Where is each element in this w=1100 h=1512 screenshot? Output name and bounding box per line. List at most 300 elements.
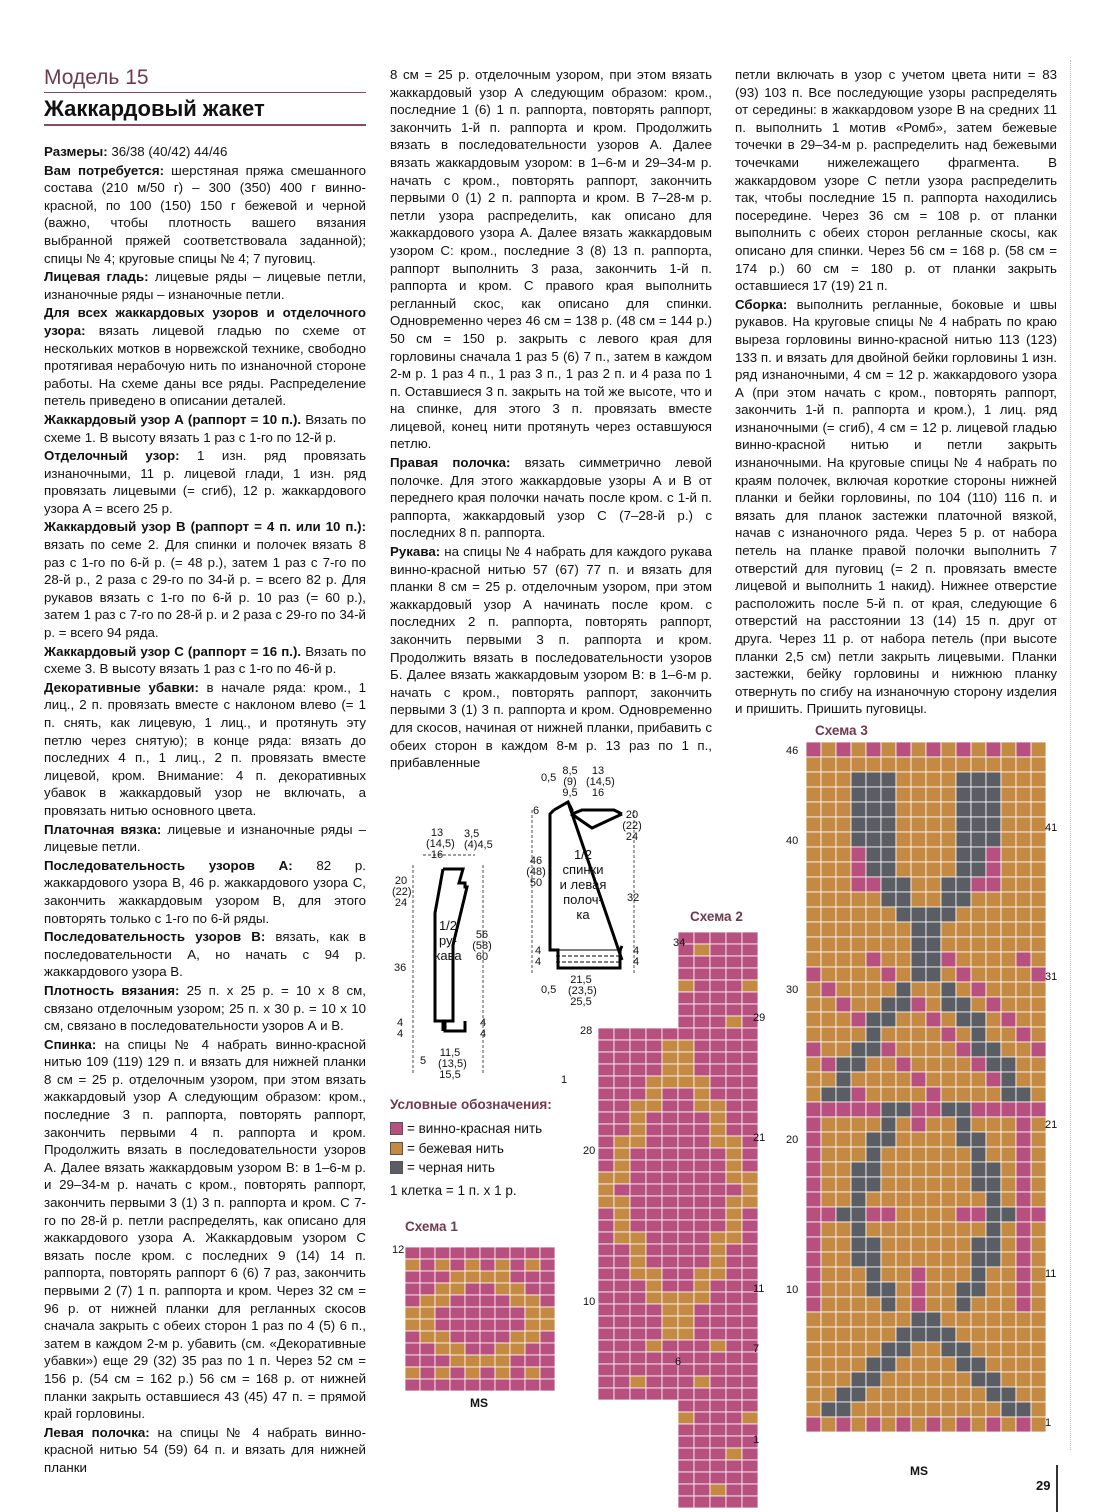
chart-cell	[480, 1295, 495, 1307]
chart-cell	[1016, 1102, 1031, 1117]
chart-cell	[941, 982, 956, 997]
chart-cell	[806, 1387, 821, 1402]
chart-cell	[1016, 817, 1031, 832]
chart-cell	[710, 1340, 726, 1352]
chart-cell	[806, 1342, 821, 1357]
column1-paragraph	[44, 679, 366, 820]
schema2-title: Схема 2	[690, 909, 743, 924]
chart-cell	[941, 952, 956, 967]
chart-cell	[630, 1160, 646, 1172]
chart-cell	[1031, 1042, 1046, 1057]
chart-cell	[1031, 952, 1046, 967]
chart-cell	[726, 1316, 742, 1328]
chart-cell	[986, 1267, 1001, 1282]
chart-cell	[405, 1343, 420, 1355]
chart-cell	[986, 1087, 1001, 1102]
chart-cell	[851, 1357, 866, 1372]
chart-cell	[986, 922, 1001, 937]
chart-cell	[851, 1297, 866, 1312]
chart-cell	[926, 922, 941, 937]
schema3-row-20: 20	[786, 1134, 799, 1146]
chart-cell	[986, 952, 1001, 967]
chart-cell	[806, 1027, 821, 1042]
chart-cell	[956, 967, 971, 982]
header-rule-top	[44, 92, 366, 93]
chart-cell	[866, 952, 881, 967]
chart-cell	[678, 1400, 694, 1412]
chart-cell	[726, 992, 742, 1004]
chart-cell	[941, 1162, 956, 1177]
chart-cell	[941, 1027, 956, 1042]
chart-cell	[495, 1355, 510, 1367]
chart-cell	[710, 1196, 726, 1208]
chart-cell	[896, 1282, 911, 1297]
chart-cell	[405, 1307, 420, 1319]
chart-cell	[405, 1283, 420, 1295]
chart-cell	[896, 1267, 911, 1282]
chart-cell	[710, 1256, 726, 1268]
chart-cell	[630, 1124, 646, 1136]
chart-cell	[986, 967, 1001, 982]
chart-cell	[678, 1040, 694, 1052]
swatch-black	[390, 1161, 403, 1174]
sleeve-cuff-right: 4 4	[479, 1017, 487, 1040]
chart-cell	[525, 1343, 540, 1355]
chart-cell	[1031, 1072, 1046, 1087]
chart-cell	[926, 1372, 941, 1387]
chart-cell	[742, 1268, 758, 1280]
page-edge-line	[1056, 1465, 1058, 1512]
chart-cell	[646, 1196, 662, 1208]
chart-cell	[821, 922, 836, 937]
chart-cell	[614, 1040, 630, 1052]
swatch-beige	[390, 1142, 403, 1155]
chart-cell	[866, 1222, 881, 1237]
chart-cell	[956, 982, 971, 997]
chart-cell	[971, 1087, 986, 1102]
chart-cell	[821, 1222, 836, 1237]
chart-cell	[598, 1316, 614, 1328]
chart-cell	[1001, 1417, 1016, 1432]
chart-cell	[726, 1016, 742, 1028]
chart-cell	[726, 1340, 742, 1352]
chart-cell	[662, 1232, 678, 1244]
back-top-right: 13 (14,5) 16	[586, 765, 615, 799]
chart-cell	[896, 1237, 911, 1252]
chart-cell	[806, 1117, 821, 1132]
chart-cell	[836, 1102, 851, 1117]
chart-cell	[911, 1222, 926, 1237]
chart-cell	[806, 967, 821, 982]
chart-cell	[971, 937, 986, 952]
chart-cell	[911, 757, 926, 772]
chart-cell	[1016, 1327, 1031, 1342]
chart-cell	[896, 1342, 911, 1357]
chart-cell	[851, 1402, 866, 1417]
chart-cell	[851, 757, 866, 772]
chart-cell	[986, 1207, 1001, 1222]
chart-cell	[971, 1417, 986, 1432]
chart-cell	[540, 1379, 555, 1391]
chart-cell	[726, 1412, 742, 1424]
chart-cell	[926, 1102, 941, 1117]
chart-cell	[941, 877, 956, 892]
chart-cell	[678, 1208, 694, 1220]
chart-cell	[971, 922, 986, 937]
chart-cell	[926, 1132, 941, 1147]
chart-cell	[941, 1117, 956, 1132]
chart-cell	[926, 1207, 941, 1222]
schema3-row-11: 11	[1045, 1268, 1057, 1280]
chart-cell	[1016, 847, 1031, 862]
chart-cell	[881, 1147, 896, 1162]
chart-cell	[851, 802, 866, 817]
chart-cell	[821, 1342, 836, 1357]
chart-cell	[710, 1268, 726, 1280]
chart-cell	[710, 1160, 726, 1172]
chart-cell	[662, 1076, 678, 1088]
chart-cell	[678, 1064, 694, 1076]
chart-cell	[896, 1402, 911, 1417]
chart-cell	[941, 862, 956, 877]
chart-cell	[495, 1295, 510, 1307]
chart-cell	[836, 1402, 851, 1417]
chart-cell	[911, 832, 926, 847]
chart-cell	[1016, 772, 1031, 787]
chart-cell	[851, 1087, 866, 1102]
chart-cell	[726, 1388, 742, 1400]
chart-cell	[1031, 1192, 1046, 1207]
chart-cell	[926, 1027, 941, 1042]
chart-cell	[630, 1232, 646, 1244]
chart-cell	[806, 892, 821, 907]
chart-cell	[926, 742, 941, 757]
chart-cell	[911, 1042, 926, 1057]
chart-cell	[525, 1271, 540, 1283]
chart-cell	[851, 1372, 866, 1387]
chart-cell	[435, 1319, 450, 1331]
chart-cell	[986, 1057, 1001, 1072]
chart-cell	[435, 1367, 450, 1379]
chart-cell	[806, 1012, 821, 1027]
chart-cell	[465, 1283, 480, 1295]
chart-cell	[821, 757, 836, 772]
chart-cell	[710, 932, 726, 944]
chart-cell	[986, 1237, 1001, 1252]
column1-paragraph	[44, 304, 366, 410]
chart-cell	[678, 1256, 694, 1268]
chart-cell	[971, 787, 986, 802]
chart-cell	[1016, 952, 1031, 967]
chart-cell	[1016, 1117, 1031, 1132]
chart-cell	[420, 1343, 435, 1355]
chart-cell	[836, 1177, 851, 1192]
column1-paragraph-text: вязать лицевой гладью по схеме от нескольких мотков в норвежской технике, свободно протягивая нерабочую нить по изнаночной стороне работы. На схеме даны все ряды. Распределение петель приведено в описании деталей.	[44, 322, 366, 409]
chart-cell	[742, 1400, 758, 1412]
chart-cell	[510, 1259, 525, 1271]
chart-cell	[941, 832, 956, 847]
chart-cell	[614, 1388, 630, 1400]
chart-cell	[851, 907, 866, 922]
chart-cell	[1016, 1027, 1031, 1042]
chart-cell	[694, 1400, 710, 1412]
chart-cell	[881, 1357, 896, 1372]
schema2-row-29: 29	[753, 1012, 766, 1024]
sleeve-cuff-left: 4 4	[396, 1017, 404, 1040]
chart-cell	[881, 967, 896, 982]
chart-cell	[941, 1087, 956, 1102]
chart-cell	[941, 742, 956, 757]
chart-cell	[1016, 1162, 1031, 1177]
chart-cell	[941, 1207, 956, 1222]
chart-cell	[911, 907, 926, 922]
chart-cell	[662, 1256, 678, 1268]
chart-cell	[866, 1147, 881, 1162]
chart-cell	[941, 1072, 956, 1087]
chart-cell	[926, 1147, 941, 1162]
chart-cell	[986, 1312, 1001, 1327]
chart-cell	[598, 1232, 614, 1244]
column1-paragraph-text: на спицы № 4 набрать винно-красной нитью 54 (59) 64 п. и вязать для нижней планки	[44, 1424, 366, 1475]
chart-cell	[694, 1112, 710, 1124]
column2-paragraph-heading: Правая полочка:	[390, 455, 511, 471]
schema2-chart	[598, 932, 758, 1512]
schema3-title: Схема 3	[815, 723, 868, 738]
chart-cell	[851, 1072, 866, 1087]
chart-cell	[614, 1364, 630, 1376]
chart-cell	[986, 757, 1001, 772]
chart-cell	[726, 1196, 742, 1208]
chart-cell	[710, 1400, 726, 1412]
chart-cell	[851, 1012, 866, 1027]
chart-cell	[806, 1372, 821, 1387]
chart-cell	[646, 1220, 662, 1232]
chart-cell	[726, 1352, 742, 1364]
chart-cell	[662, 1244, 678, 1256]
chart-cell	[1016, 1357, 1031, 1372]
chart-cell	[510, 1367, 525, 1379]
chart-cell	[1016, 1057, 1031, 1072]
chart-cell	[971, 1147, 986, 1162]
chart-cell	[678, 1484, 694, 1496]
chart-cell	[986, 742, 1001, 757]
chart-cell	[896, 787, 911, 802]
back-label: 1/2 спинки и левая полоч- ка	[559, 847, 607, 922]
chart-cell	[694, 1172, 710, 1184]
chart-cell	[465, 1259, 480, 1271]
chart-cell	[614, 1352, 630, 1364]
column1-paragraph	[44, 143, 366, 161]
chart-cell	[881, 1312, 896, 1327]
chart-cell	[866, 1207, 881, 1222]
chart-cell	[821, 1072, 836, 1087]
chart-cell	[710, 1028, 726, 1040]
chart-cell	[742, 1052, 758, 1064]
chart-cell	[926, 907, 941, 922]
sleeve-bottom-5: 5	[420, 1055, 427, 1067]
chart-cell	[742, 1388, 758, 1400]
chart-cell	[694, 1076, 710, 1088]
chart-cell	[971, 907, 986, 922]
chart-cell	[710, 1244, 726, 1256]
chart-cell	[881, 922, 896, 937]
column1-paragraph-heading: Платочная вязка:	[44, 821, 162, 837]
chart-cell	[806, 832, 821, 847]
chart-cell	[896, 742, 911, 757]
chart-cell	[881, 1072, 896, 1087]
column1-paragraph-text: в начале ряда: кром., 1 лиц., 2 п. провязать вместе с наклоном влево (= 1 п. снять, как лицевую, 1 лиц., и протянуть эту петлю через снятую); в конце ряда: вязать до последних 4 п., 1 лиц., 2 п. провязать вместе лицевой, кром. Внимание: 4 п. декоративных убавок в жаккардовый узор не включать, а провязать нитью основного цвета.	[44, 679, 366, 818]
chart-cell	[1031, 1222, 1046, 1237]
chart-cell	[971, 1357, 986, 1372]
chart-cell	[896, 1057, 911, 1072]
column1-paragraph-heading: Отделочный узор:	[44, 448, 180, 464]
chart-cell	[742, 1196, 758, 1208]
chart-cell	[694, 1184, 710, 1196]
schema2-row-20: 20	[583, 1145, 596, 1157]
chart-cell	[821, 997, 836, 1012]
chart-cell	[678, 1424, 694, 1436]
chart-cell	[1016, 1192, 1031, 1207]
chart-cell	[694, 1448, 710, 1460]
column3-paragraph-text: петли включать в узор с учетом цвета нити = 83 (93) 103 п. Все последующие узоры распределять от середины: в жаккардовом узоре В на средних 11 п. выполнить 1 мотив «Ромб», затем бежевые точечки в 29–34-м р. распределить над бежевыми точечками нижележащего фрагмента. В жаккардовом узоре С петли узора распределить так, чтобы последние 15 п. раппорта находились посередине. Через 36 см = 108 р. от планки выполнить с обеих сторон регланные скосы, как описано для спинки. Через 56 см = 168 р. (58 см = 174 р.) 60 см = 180 р. от планки закрыть оставшиеся 17 (19) 21 п.	[735, 67, 1057, 294]
chart-cell	[971, 997, 986, 1012]
chart-cell	[450, 1367, 465, 1379]
chart-cell	[956, 1072, 971, 1087]
chart-cell	[495, 1379, 510, 1391]
cell-note: 1 клетка = 1 п. x 1 р.	[390, 1183, 517, 1198]
chart-cell	[742, 1028, 758, 1040]
chart-cell	[821, 1387, 836, 1402]
chart-cell	[614, 1208, 630, 1220]
chart-cell	[986, 787, 1001, 802]
chart-cell	[896, 952, 911, 967]
chart-cell	[911, 1177, 926, 1192]
chart-cell	[971, 1342, 986, 1357]
chart-cell	[1031, 937, 1046, 952]
chart-cell	[896, 1372, 911, 1387]
chart-cell	[646, 1076, 662, 1088]
chart-cell	[405, 1295, 420, 1307]
chart-cell	[851, 1207, 866, 1222]
chart-cell	[836, 742, 851, 757]
chart-cell	[986, 1027, 1001, 1042]
chart-cell	[435, 1247, 450, 1259]
chart-cell	[896, 1387, 911, 1402]
chart-cell	[836, 952, 851, 967]
chart-cell	[956, 1342, 971, 1357]
chart-cell	[1031, 862, 1046, 877]
chart-cell	[866, 757, 881, 772]
chart-cell	[646, 1112, 662, 1124]
chart-cell	[881, 1117, 896, 1132]
chart-cell	[926, 1357, 941, 1372]
schema2-row-6: 6	[675, 1356, 682, 1368]
chart-cell	[662, 1388, 678, 1400]
chart-cell	[911, 952, 926, 967]
chart-cell	[821, 1402, 836, 1417]
chart-cell	[836, 1387, 851, 1402]
chart-cell	[1031, 1312, 1046, 1327]
chart-cell	[911, 802, 926, 817]
chart-cell	[806, 802, 821, 817]
chart-cell	[896, 982, 911, 997]
chart-cell	[726, 1304, 742, 1316]
chart-cell	[614, 1340, 630, 1352]
chart-cell	[726, 1004, 742, 1016]
chart-cell	[742, 956, 758, 968]
chart-cell	[806, 817, 821, 832]
chart-cell	[630, 1196, 646, 1208]
chart-cell	[836, 1282, 851, 1297]
chart-cell	[480, 1307, 495, 1319]
chart-cell	[806, 1357, 821, 1372]
chart-cell	[678, 1472, 694, 1484]
chart-cell	[941, 1237, 956, 1252]
chart-cell	[836, 1117, 851, 1132]
chart-cell	[510, 1319, 525, 1331]
chart-cell	[614, 1232, 630, 1244]
chart-cell	[971, 1252, 986, 1267]
chart-cell	[630, 1244, 646, 1256]
chart-cell	[956, 1237, 971, 1252]
chart-cell	[435, 1331, 450, 1343]
chart-cell	[710, 944, 726, 956]
chart-cell	[694, 1424, 710, 1436]
chart-cell	[851, 1162, 866, 1177]
chart-cell	[866, 997, 881, 1012]
chart-cell	[956, 1012, 971, 1027]
chart-cell	[836, 922, 851, 937]
chart-cell	[646, 1376, 662, 1388]
chart-cell	[1001, 847, 1016, 862]
chart-cell	[540, 1247, 555, 1259]
chart-cell	[1001, 1042, 1016, 1057]
chart-cell	[1016, 937, 1031, 952]
chart-cell	[1001, 802, 1016, 817]
chart-cell	[630, 1184, 646, 1196]
chart-cell	[911, 847, 926, 862]
chart-cell	[986, 1042, 1001, 1057]
chart-cell	[1031, 787, 1046, 802]
chart-cell	[525, 1379, 540, 1391]
chart-cell	[726, 1292, 742, 1304]
chart-cell	[694, 1088, 710, 1100]
chart-cell	[881, 862, 896, 877]
chart-cell	[851, 847, 866, 862]
chart-cell	[941, 817, 956, 832]
chart-cell	[598, 1220, 614, 1232]
chart-cell	[742, 1088, 758, 1100]
chart-cell	[866, 1117, 881, 1132]
chart-cell	[806, 997, 821, 1012]
schema2-row-11: 11	[753, 1283, 765, 1295]
chart-cell	[678, 1004, 694, 1016]
chart-cell	[866, 1087, 881, 1102]
chart-cell	[1001, 1057, 1016, 1072]
chart-cell	[598, 1340, 614, 1352]
column1-paragraph-text: Вязать по схеме 1. В высоту вязать 1 раз с 1-го по 12-й р.	[44, 411, 367, 445]
chart-cell	[525, 1319, 540, 1331]
chart-cell	[694, 968, 710, 980]
chart-cell	[956, 1087, 971, 1102]
chart-cell	[836, 907, 851, 922]
schema2-row-28: 28	[580, 1025, 593, 1037]
chart-cell	[694, 1460, 710, 1472]
chart-cell	[821, 1057, 836, 1072]
chart-cell	[986, 982, 1001, 997]
chart-cell	[710, 992, 726, 1004]
chart-cell	[911, 1327, 926, 1342]
